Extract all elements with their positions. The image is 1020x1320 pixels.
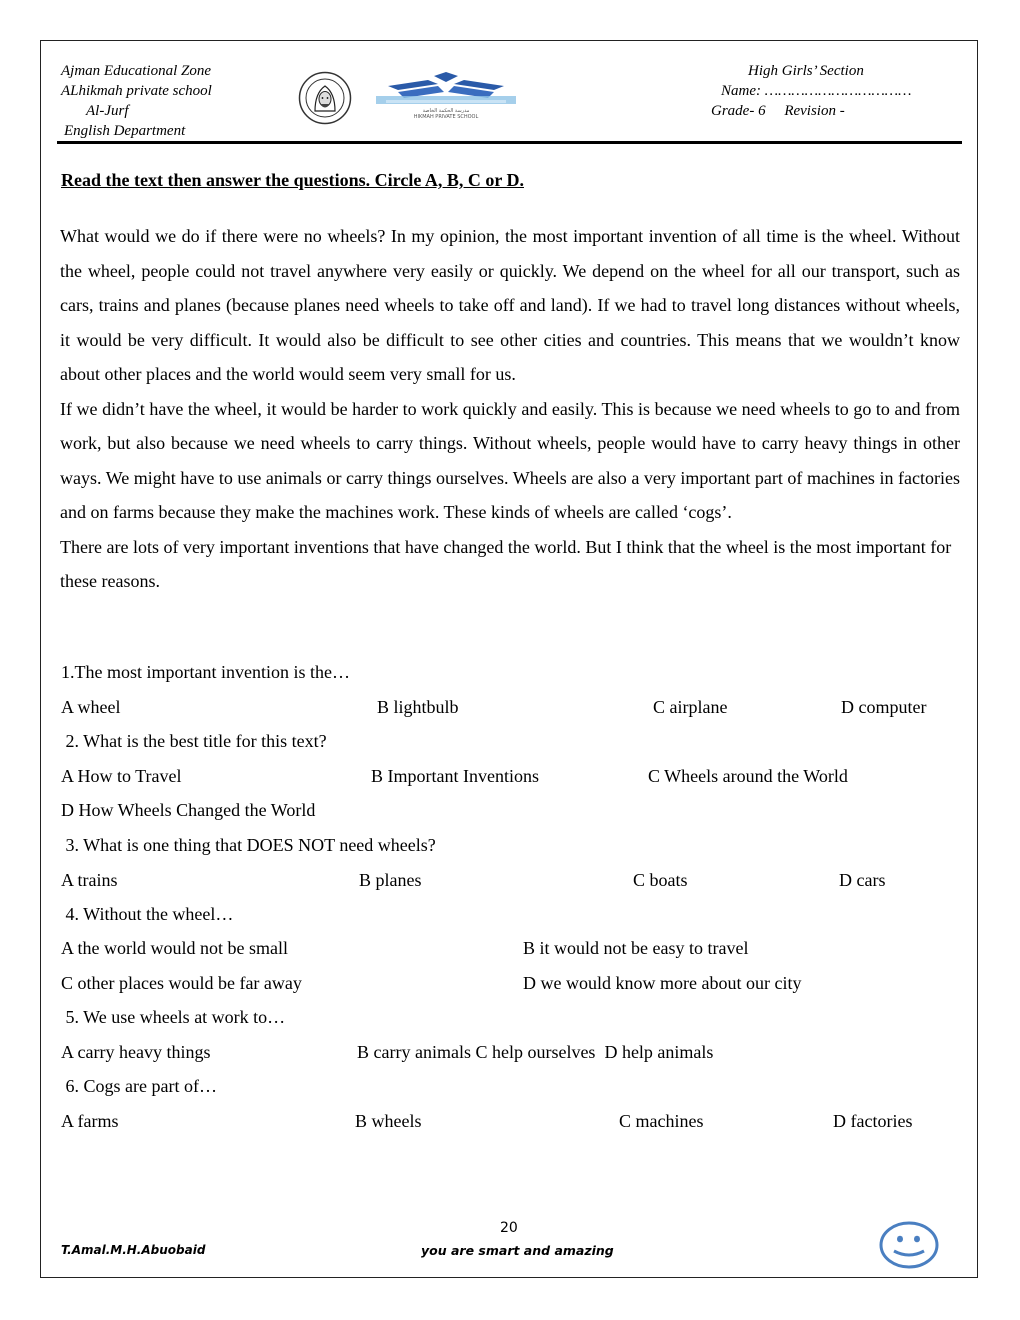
question-3-prompt: 3. What is one thing that DOES NOT need wheels?	[61, 835, 436, 855]
q2-option-c[interactable]: C Wheels around the World	[648, 766, 848, 786]
reading-passage	[60, 219, 960, 599]
header-location: Al-Jurf	[86, 103, 129, 119]
school-logo-icon	[368, 72, 524, 120]
q2-option-a[interactable]: A How to Travel	[61, 766, 182, 786]
q6-option-a[interactable]: A farms	[61, 1111, 119, 1131]
q2-option-d[interactable]: D How Wheels Changed the World	[61, 800, 316, 820]
year-of-zayed-seal-icon	[298, 71, 352, 125]
q1-option-b[interactable]: B lightbulb	[377, 697, 459, 717]
header-section: High Girls’ Section	[748, 63, 864, 79]
header-grade-revision: Grade- 6 Revision -	[711, 103, 845, 119]
header-school-info	[61, 61, 212, 141]
header-divider	[57, 141, 962, 144]
q3-option-b[interactable]: B planes	[359, 870, 422, 890]
q4-option-d[interactable]: D we would know more about our city	[523, 973, 802, 993]
q5-option-a[interactable]: A carry heavy things	[61, 1042, 211, 1062]
q1-option-d[interactable]: D computer	[841, 697, 927, 717]
page-number: 20	[500, 1220, 518, 1236]
header-zone: Ajman Educational Zone	[61, 63, 211, 79]
header-department: English Department	[64, 123, 186, 139]
q6-option-c[interactable]: C machines	[619, 1111, 704, 1131]
question-1-prompt: 1.The most important invention is the…	[61, 662, 350, 682]
q4-option-b[interactable]: B it would not be easy to travel	[523, 938, 749, 958]
smiley-face-icon	[878, 1220, 940, 1270]
student-name-field[interactable]: Name: ……………………………	[721, 83, 912, 99]
svg-text:مدرسة الحكمة الخاصة: مدرسة الحكمة الخاصة	[422, 108, 470, 114]
header-student-info	[711, 61, 911, 121]
q3-option-d[interactable]: D cars	[839, 870, 886, 890]
q4-option-a[interactable]: A the world would not be small	[61, 938, 288, 958]
question-2-prompt: 2. What is the best title for this text?	[61, 731, 327, 751]
passage-paragraph-1: What would we do if there were no wheels? In my opinion, the most important invention of all time is the wheel. Without the wheel, people could not travel anywhere very easily or quickly. We depend on the wheel for all our transport, such as cars, trains and planes (because planes need wheels to take off and land). If we had to travel long distances without wheels, it would be very difficult. It would also be difficult to see other cities and countries. This means that we wouldn’t know about other places and the world would seem very small for us.	[60, 226, 960, 384]
svg-text:HIKMAH PRIVATE SCHOOL: HIKMAH PRIVATE SCHOOL	[413, 114, 479, 120]
q1-option-c[interactable]: C airplane	[653, 697, 728, 717]
q3-option-c[interactable]: C boats	[633, 870, 688, 890]
q3-option-a[interactable]: A trains	[61, 870, 118, 890]
q6-option-d[interactable]: D factories	[833, 1111, 913, 1131]
passage-paragraph-3: There are lots of very important inventions that have changed the world. But I think that the wheel is the most important for these reasons.	[60, 536, 952, 591]
q5-options-b-c-d[interactable]: B carry animals C help ourselves D help animals	[357, 1042, 714, 1062]
question-6-prompt: 6. Cogs are part of…	[61, 1076, 217, 1096]
footer-author: T.Amal.M.H.Abuobaid	[61, 1243, 206, 1257]
passage-paragraph-2: If we didn’t have the wheel, it would be harder to work quickly and easily. This is because we need wheels to go to and from work, but also because we need wheels to carry things. Without wheels, people would have to carry heavy things in other ways. We might have to use animals or carry things ourselves. Wheels are also a very important part of machines in factories and on farms because they make the machines work. These kinds of wheels are called ‘cogs’.	[60, 398, 960, 522]
question-4-prompt: 4. Without the wheel…	[61, 904, 234, 924]
footer-motto: you are smart and amazing	[421, 1243, 614, 1258]
q6-option-b[interactable]: B wheels	[355, 1111, 422, 1131]
q2-option-b[interactable]: B Important Inventions	[371, 766, 539, 786]
header-school: ALhikmah private school	[61, 83, 212, 99]
q1-option-a[interactable]: A wheel	[61, 697, 121, 717]
q4-option-c[interactable]: C other places would be far away	[61, 973, 302, 993]
instructions-heading: Read the text then answer the questions. Circle A, B, C or D.	[61, 170, 524, 190]
question-5-prompt: 5. We use wheels at work to…	[61, 1007, 286, 1027]
